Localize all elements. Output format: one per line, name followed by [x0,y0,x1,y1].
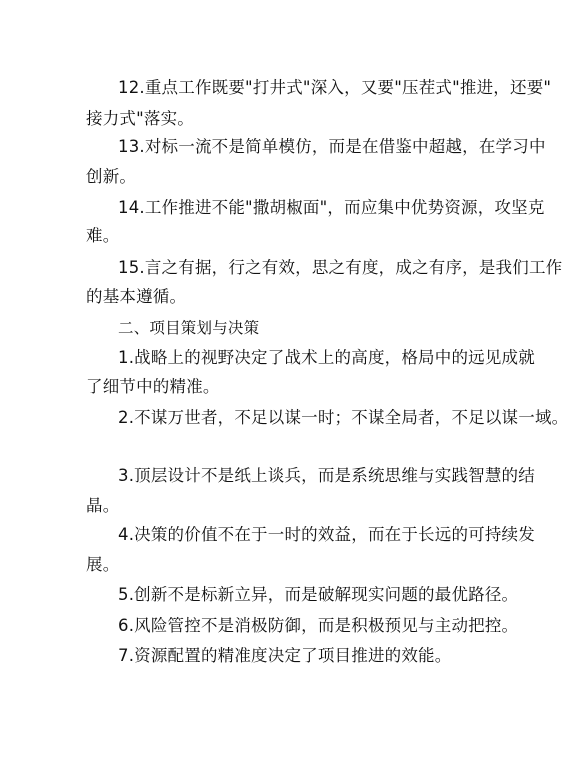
paragraph-13-line-2: 创新。 [86,167,137,186]
section-heading: 二、项目策划与决策 [118,319,260,337]
paragraph-6-line-1: 6.风险管控不是消极防御，而是积极预见与主动把控。 [118,616,519,635]
paragraph-12-line-2: 接力式"落实。 [86,109,194,128]
paragraph-15-line-1: 15.言之有据，行之有效，思之有度，成之有序，是我们工作 [118,258,563,277]
paragraph-2-line-1: 2.不谋万世者，不足以谋一时；不谋全局者，不足以谋一域。 [118,408,569,427]
paragraph-4-line-1: 4.决策的价值不在于一时的效益，而在于长远的可持续发 [118,525,535,544]
paragraph-7-line-1: 7.资源配置的精准度决定了项目推进的效能。 [118,646,452,665]
paragraph-4-line-2: 展。 [86,555,120,574]
paragraph-12-line-1: 12.重点工作既要"打井式"深入，又要"压茬式"推进，还要" [118,78,552,97]
paragraph-3-line-2: 晶。 [86,496,120,515]
paragraph-1-line-2: 了细节中的精准。 [86,377,220,396]
paragraph-3-line-1: 3.顶层设计不是纸上谈兵，而是系统思维与实践智慧的结 [118,466,535,485]
paragraph-14-line-2: 难。 [86,226,120,245]
paragraph-14-line-1: 14.工作推进不能"撒胡椒面"，而应集中优势资源，攻坚克 [118,198,545,217]
paragraph-13-line-1: 13.对标一流不是简单模仿，而是在借鉴中超越，在学习中 [118,137,546,156]
paragraph-15-line-2: 的基本遵循。 [86,287,187,306]
paragraph-5-line-1: 5.创新不是标新立异，而是破解现实问题的最优路径。 [118,585,519,604]
paragraph-1-line-1: 1.战略上的视野决定了战术上的高度，格局中的远见成就 [118,348,535,367]
